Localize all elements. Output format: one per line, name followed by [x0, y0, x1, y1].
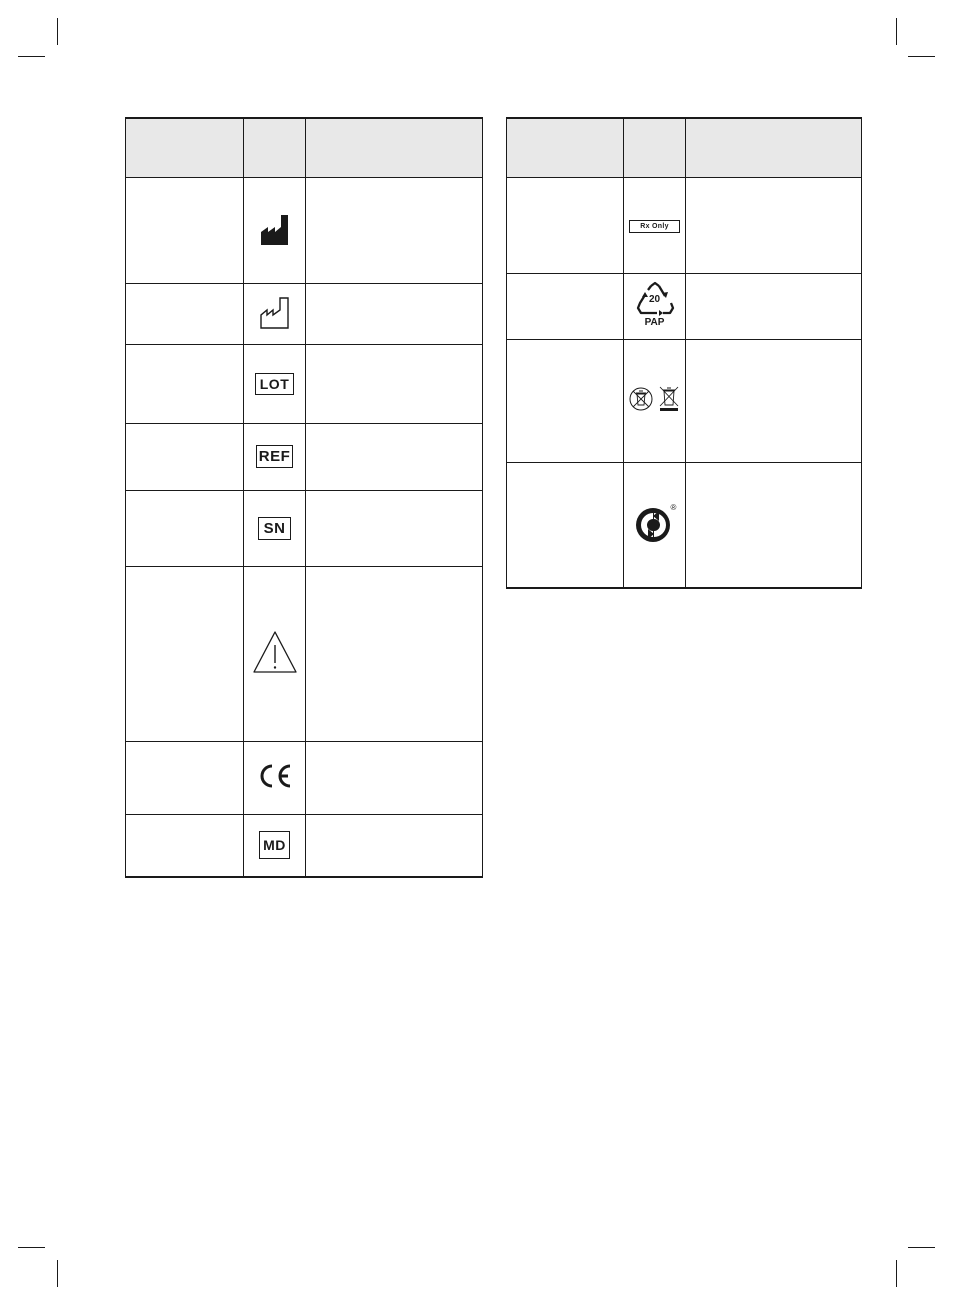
table-row	[507, 273, 862, 339]
registered-mark: ®	[670, 502, 677, 512]
weee-disposal-icon	[629, 385, 681, 413]
caution-icon	[252, 630, 298, 674]
symbols-table-left	[125, 117, 483, 878]
header-cell-symbol	[624, 118, 686, 177]
table-row	[507, 462, 862, 588]
crop-mark	[896, 18, 897, 45]
date-of-manufacture-icon	[260, 295, 290, 329]
recycling-code: 20	[648, 294, 661, 305]
crop-mark	[57, 1260, 58, 1287]
header-cell-symbol-name	[507, 118, 624, 177]
table-row	[507, 339, 862, 462]
table-row	[126, 177, 483, 283]
ce-mark-icon	[257, 764, 293, 788]
green-dot-icon	[635, 502, 677, 545]
ref-icon: REF	[256, 445, 294, 468]
table-row	[126, 814, 483, 877]
crop-mark	[18, 56, 45, 57]
header-cell-symbol	[244, 118, 306, 177]
crop-mark	[908, 1247, 935, 1248]
header-cell-description	[686, 118, 862, 177]
table-row	[126, 344, 483, 423]
table-row	[126, 741, 483, 814]
table-header-row	[507, 118, 862, 177]
recycling-material: PAP	[644, 317, 665, 328]
crop-mark	[896, 1260, 897, 1287]
table-row	[126, 423, 483, 490]
crop-mark	[57, 18, 58, 45]
medical-device-icon: MD	[259, 831, 290, 859]
lot-icon: LOT	[255, 373, 295, 395]
crop-mark	[908, 56, 935, 57]
rx-only-icon: Rx Only	[629, 220, 680, 233]
header-cell-description	[306, 118, 483, 177]
recycling-pap-icon	[635, 281, 675, 331]
header-cell-symbol-name	[126, 118, 244, 177]
symbols-table-right	[506, 117, 862, 589]
table-row	[126, 283, 483, 344]
crop-mark	[18, 1247, 45, 1248]
table-row	[126, 490, 483, 566]
serial-number-icon: SN	[258, 517, 292, 540]
manufacturer-icon	[260, 212, 290, 246]
table-header-row	[126, 118, 483, 177]
table-row	[507, 177, 862, 273]
table-row	[126, 566, 483, 741]
